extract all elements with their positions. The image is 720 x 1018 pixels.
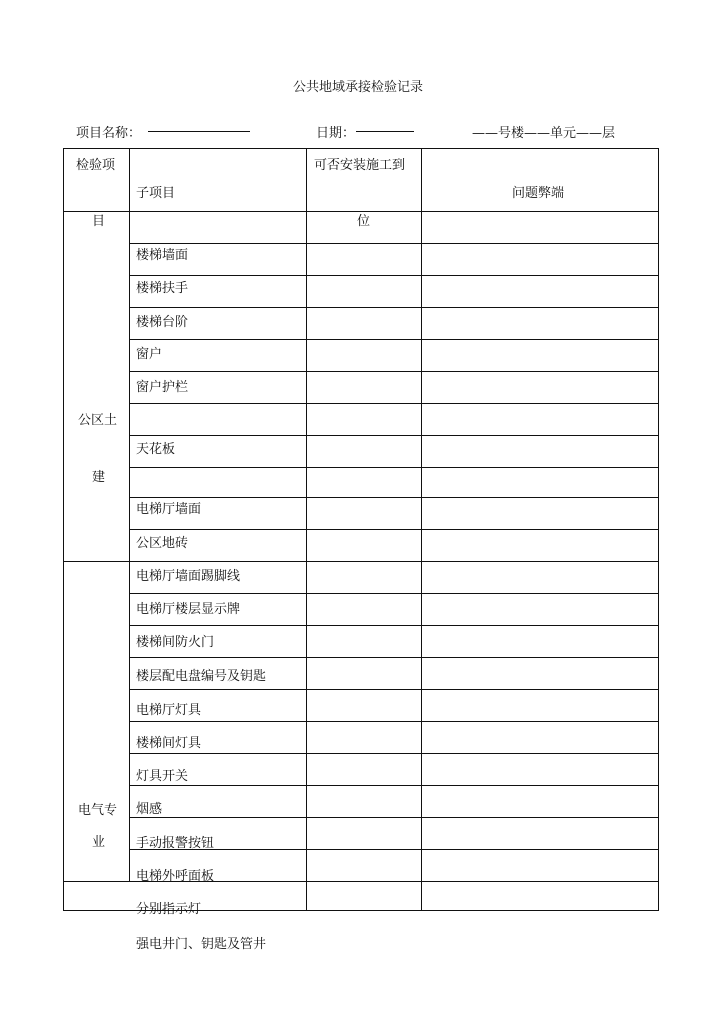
- sub-item: 电梯厅楼层显示牌: [136, 602, 241, 617]
- sub-item: 窗户: [136, 347, 163, 362]
- group-label-civil: 公区土: [78, 413, 118, 428]
- sub-item: 天花板: [136, 442, 176, 457]
- header-inspection-item: 检验项: [76, 158, 116, 173]
- building-unit-floor-label: ——号楼——单元——层: [472, 126, 616, 141]
- sub-item: 电梯外呼面板: [136, 869, 215, 884]
- header-installable: 可否安装施工到: [314, 158, 406, 173]
- header-installable-cont: 位: [357, 214, 371, 229]
- sub-item: 电梯厅墙面: [136, 502, 202, 517]
- sub-item: 楼梯扶手: [136, 281, 189, 296]
- group-label-electrical: 电气专: [78, 803, 118, 818]
- sub-item: 烟感: [136, 802, 163, 817]
- header-sub-item: 子项目: [136, 186, 176, 201]
- header-issue: 问题弊端: [512, 186, 565, 201]
- sub-item: 窗户护栏: [136, 380, 189, 395]
- page-title: 公共地域承接检验记录: [293, 80, 424, 95]
- sub-item: 分别指示灯: [136, 902, 202, 917]
- sub-item: 公区地砖: [136, 536, 189, 551]
- group-label-electrical-cont: 业: [92, 835, 106, 850]
- sub-item: 电梯厅墙面踢脚线: [136, 569, 241, 584]
- sub-item: 电梯厅灯具: [136, 703, 202, 718]
- sub-item: 楼层配电盘编号及钥匙: [136, 669, 267, 684]
- sub-item: 楼梯间防火门: [136, 635, 215, 650]
- sub-item: 手动报警按钮: [136, 836, 215, 851]
- date-label: 日期：: [316, 126, 356, 141]
- sub-item: 楼梯台阶: [136, 315, 189, 330]
- sub-item: 强电井门、钥匙及管井: [136, 937, 267, 952]
- sub-item: 灯具开关: [136, 769, 189, 784]
- header-inspection-item-cont: 目: [92, 214, 106, 229]
- group-label-civil-cont: 建: [92, 470, 106, 485]
- sub-item: 楼梯墙面: [136, 248, 189, 263]
- sub-item: 楼梯间灯具: [136, 736, 202, 751]
- project-name-label: 项目名称：: [76, 126, 142, 141]
